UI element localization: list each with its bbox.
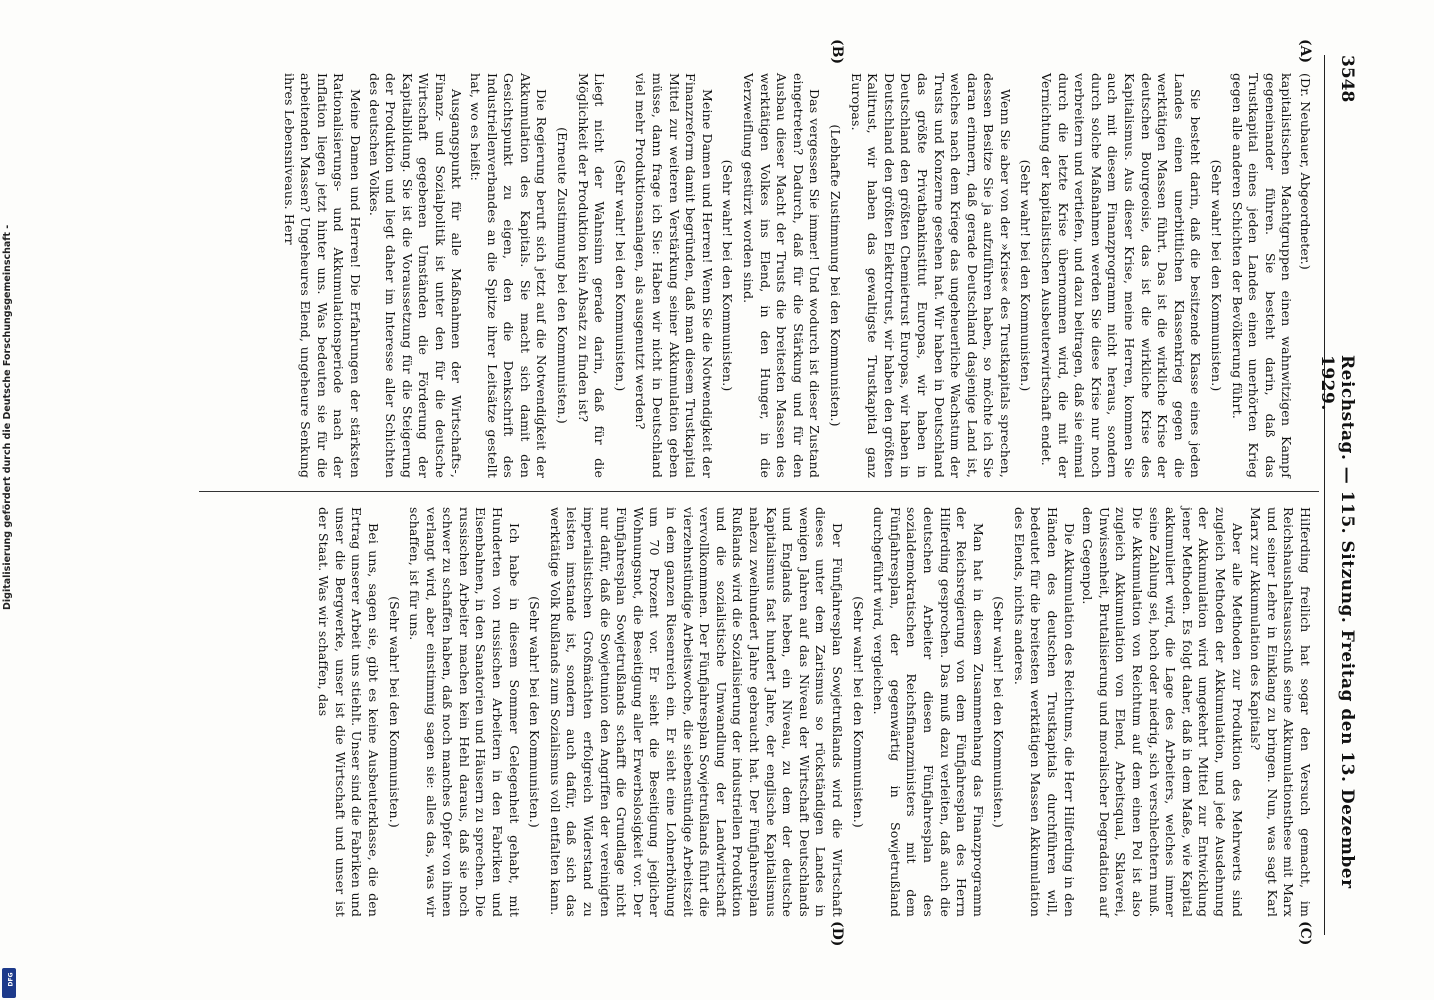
paragraph: Meine Damen und Herren! Die Erfahrungen der stärksten Rationalisierungs- und Akkumulationsperiode nach der Inflation liegen jetzt hinter uns. Was bedeuten sie für die arbeitenden Massen? Ungeheures Elend, ungeheure Senkung ihres Lebensniveaus. Herr [281, 73, 363, 478]
paragraph: Aber alle Methoden zur Produktion des Mehrwerts sind zugleich Methoden der Akkumulation, und jede Ausdehnung der Akkumulation wird umgekehrt Mittel zur Entwicklung jener Methoden. Es folgt daher, daß in dem Maße, wie Kapital akkumuliert wird, die Lage des Arbeiters, welches immer seine Zahlung sei, hoch oder niedrig, sich verschlechtern muß. Die Akkumulation von Reichtum auf dem einen Pol ist also zugleich Akkumulation von Elend, Arbeitsqual, Sklaverei, Unwissenheit, Brutalisierung und moralischer Degradation auf dem Gegenpol. [1080, 507, 1245, 917]
column-divider [199, 491, 1319, 492]
interjection: (Lebhafte Zustimmung bei den Kommunisten.) [827, 124, 843, 427]
margin-marker-a: (A) [1297, 39, 1313, 64]
paragraph: Meine Damen und Herren! Wenn Sie die Notwendigkeit der Finanzreform damit begründen, daß man diesem Trustkapital Mittel zur weiteren Verstärkung seiner Akkumulation geben müsse, dann frage ich Sie: Haben wir nicht in Deutschland viel mehr Produktionsanlagen, als ausgenutzt werden? [633, 73, 715, 478]
interjection: (Sehr wahr! bei den Kommunisten.) [612, 159, 628, 392]
speaker-label: (Dr. Neubauer, Abgeordneter.) [1298, 73, 1313, 270]
dfg-logo [2, 968, 16, 998]
margin-marker-c: (C) [1297, 921, 1313, 946]
paragraph: Das vergessen Sie immer! Und wodurch ist dieser Zustand eingetreten? Dadurch, daß für die Stärkung und für den Ausbau dieser Macht der Trusts die breitesten Massen des werktätigen Volkes ins Elend, in den Hunger, in die Verzweiflung gestürzt worden sind. [741, 73, 823, 478]
margin-marker-d: (D) [829, 921, 845, 947]
left-column [278, 73, 1313, 478]
interjection: (Sehr wahr! bei den Kommunisten.) [386, 596, 402, 828]
margin-marker-b: (B) [829, 39, 845, 65]
paragraph: Hilferding freilich hat sogar den Versuch gemacht, im Reichshaushaltsausschuß seine Akkumulationsthese mit Marx und seiner Lehre in Einklang zu bringen. Nun, was sagt Karl Marx zur Akkumulation des Kapitals? [1248, 507, 1313, 917]
rotated-document-page [175, 39, 1365, 947]
page-title: Reichstag. — 115. Sitzung. Freitag den 13. Dezember 1929. [1317, 355, 1357, 889]
paragraph: Bei uns, sagen sie, gibt es keine Ausbeuterklasse, die den Ertrag unserer Arbeit uns stiehlt. Unser sind die Fabriken und unser die Bergwerke, unser ist die Wirtschaft und unser ist der Staat. Was wir schaffen, das [316, 507, 381, 917]
digitization-credit: Digitalisierung gefördert durch die Deutsche Forschungsgemeinschaft - [2, 224, 13, 610]
paragraph: kapitalistischen Machtgruppen einen wahnwitzigen Kampf gegeneinander führen. Sie besteht darin, daß das Trustkapital eines jeden Landes einen unerhörten Krieg gegen alle anderen Schichten der Bevölkerung führt. [1229, 73, 1295, 478]
interjection: (Sehr wahr! bei den Kommunisten.) [991, 596, 1007, 828]
interjection: (Sehr wahr! bei den Kommunisten.) [850, 596, 866, 828]
paragraph: Die Regierung beruft sich jetzt auf die Notwendigkeit der Akkumulation des Kapitals. Sie macht sich damit den Gesichtspunkt zu eigen, den die Denkschrift des Industriellenverbandes an die Spitze ihrer Leitsätze gestellt hat, wo es heißt: [468, 73, 550, 478]
interjection: (Sehr wahr! bei den Kommunisten.) [527, 596, 543, 828]
paragraph: Der Fünfjahresplan Sowjetrußlands wird die Wirtschaft dieses unter dem Zarismus so rückständigen Landes in wenigen Jahren auf das Niveau der Wirtschaft Deutschlands und Englands heben, ein Niveau, zu dem der deutsche Kapitalismus fast hundert Jahre, der englische Kapitalismus nahezu zweihundert Jahre gebraucht hat. Der Fünfjahresplan Rußlands wird die Sozialisierung der industriellen Produktion und die sozialistische Umwandlung der Landwirtschaft vervollkommnen. Der Fünfjahresplan Sowjetrußlands führt die vierzehnstündige Arbeitswoche, die siebenstündige Arbeitszeit in dem ganzen Riesenreich ein. Er sieht eine Lohnerhöhung um 70 Prozent vor. Er sieht die Beseitigung jeglicher Wohnungsnot, die Beseitigung aller Erwerbslosigkeit vor. Der Fünfjahresplan Sowjetrußlands schafft die Grundlage nicht nur dafür, daß die Sowjetunion den Angriffen der vereinigten imperialistischen Großmächten erfolgreich Widerstand zu leisten imstande ist, sondern auch dafür, daß sich das werktätige Volk Rußlands zum Sozialismus voll entfalten kann. [547, 507, 845, 917]
paragraph: Ich habe in diesem Sommer Gelegenheit gehabt, mit Hunderten von russischen Arbeitern in den Fabriken und Eisenbahnen, in den Sanatorien und Häusern zu sprechen. Die russischen Arbeiter machen kein Hehl daraus, daß sie noch schwer zu schaffen haben, daß noch manches Opfer von ihnen verlangt wird, aber einstimmig sagen sie: alles das, was wir schaffen, ist für uns. [407, 507, 522, 917]
paragraph: Die Akkumulation des Reichtums, die Herr Hilferding in den Händen des deutschen Trustkapitals durchführen will, bedeutet für die breitesten werktätigen Massen Akkumulation des Elends, nichts anderes. [1011, 507, 1077, 917]
interjection: (Erneute Zustimmung bei den Kommunisten.) [555, 127, 571, 424]
paragraph: Ausgangspunkt für alle Maßnahmen der Wirtschafts-, Finanz- und Sozialpolitik ist unter den für die deutsche Wirtschaft gegebenen Umständen die Förderung der Kapitalbildung. Sie ist die Voraussetzung für die Steigerung der Produktion und liegt daher im Interesse aller Schichten des deutschen Volkes. [366, 73, 465, 478]
interjection: (Sehr wahr! bei den Kommunisten.) [720, 159, 736, 392]
paragraph: Liegt nicht der Wahnsinn gerade darin, daß für die Möglichkeit der Produktion kein Absatz zu finden ist? [575, 73, 608, 478]
paragraph: Wenn Sie aber von der »Krise« des Trustkapitals sprechen, dessen Besitze Sie ja aufzuführen haben, so möchte ich Sie daran erinnern, daß gerade Deutschland dasjenige Land ist, welches nach dem Kriege das ungeheuerliche Wachstum der Trusts und Konzerne gesehen hat. Wir haben in Deutschland das größte Privatbankinstitut Europas, wir haben in Deutschland den größten Chemietrust Europas, wir haben in Deutschland den größten Elektrotrust, wir haben den größten Kalitrust, wir haben das gewaltigste Trustkapital ganz Europas. [848, 73, 1013, 478]
page-number: 3548 [1337, 55, 1357, 103]
dfg-logo-text: DFG [7, 972, 15, 987]
right-column [313, 507, 1313, 917]
interjection: (Sehr wahr! bei den Kommunisten.) [1209, 159, 1225, 392]
page-header [1317, 55, 1365, 935]
interjection: (Sehr wahr! bei den Kommunisten.) [1018, 159, 1034, 392]
paragraph: Man hat in diesem Zusammenhang das Finanzprogramm der Reichsregierung von dem Fünfjahresplan des Herrn Hilferding gesprochen. Das muß dazu verleiten, daß auch die deutschen Arbeiter diesen Fünfjahresplan des sozialdemokratischen Reichsfinanzministers mit dem Fünfjahresplan, der gegenwärtig in Sowjetrußland durchgeführt wird, vergleichen. [871, 507, 986, 917]
paragraph: Sie besteht darin, daß die besitzende Klasse eines jeden Landes einen unerbittlichen Klassenkrieg gegen die werktätigen Massen führt. Das ist die wirkliche Krise der deutschen Bourgeoisie, das ist die wirkliche Krise des Kapitalismus. Aus dieser Krise, meine Herren, kommen Sie auch mit diesem Finanzprogramm nicht heraus, sondern durch solche Maßnahmen werden Sie diese Krise nur noch verbreitern und vertiefen, und dazu beitragen, daß sie einmal durch die letzte Krise übernommen wird, die mit der Vernichtung der kapitalistischen Ausbeuterwirtschaft endet. [1039, 73, 1204, 478]
